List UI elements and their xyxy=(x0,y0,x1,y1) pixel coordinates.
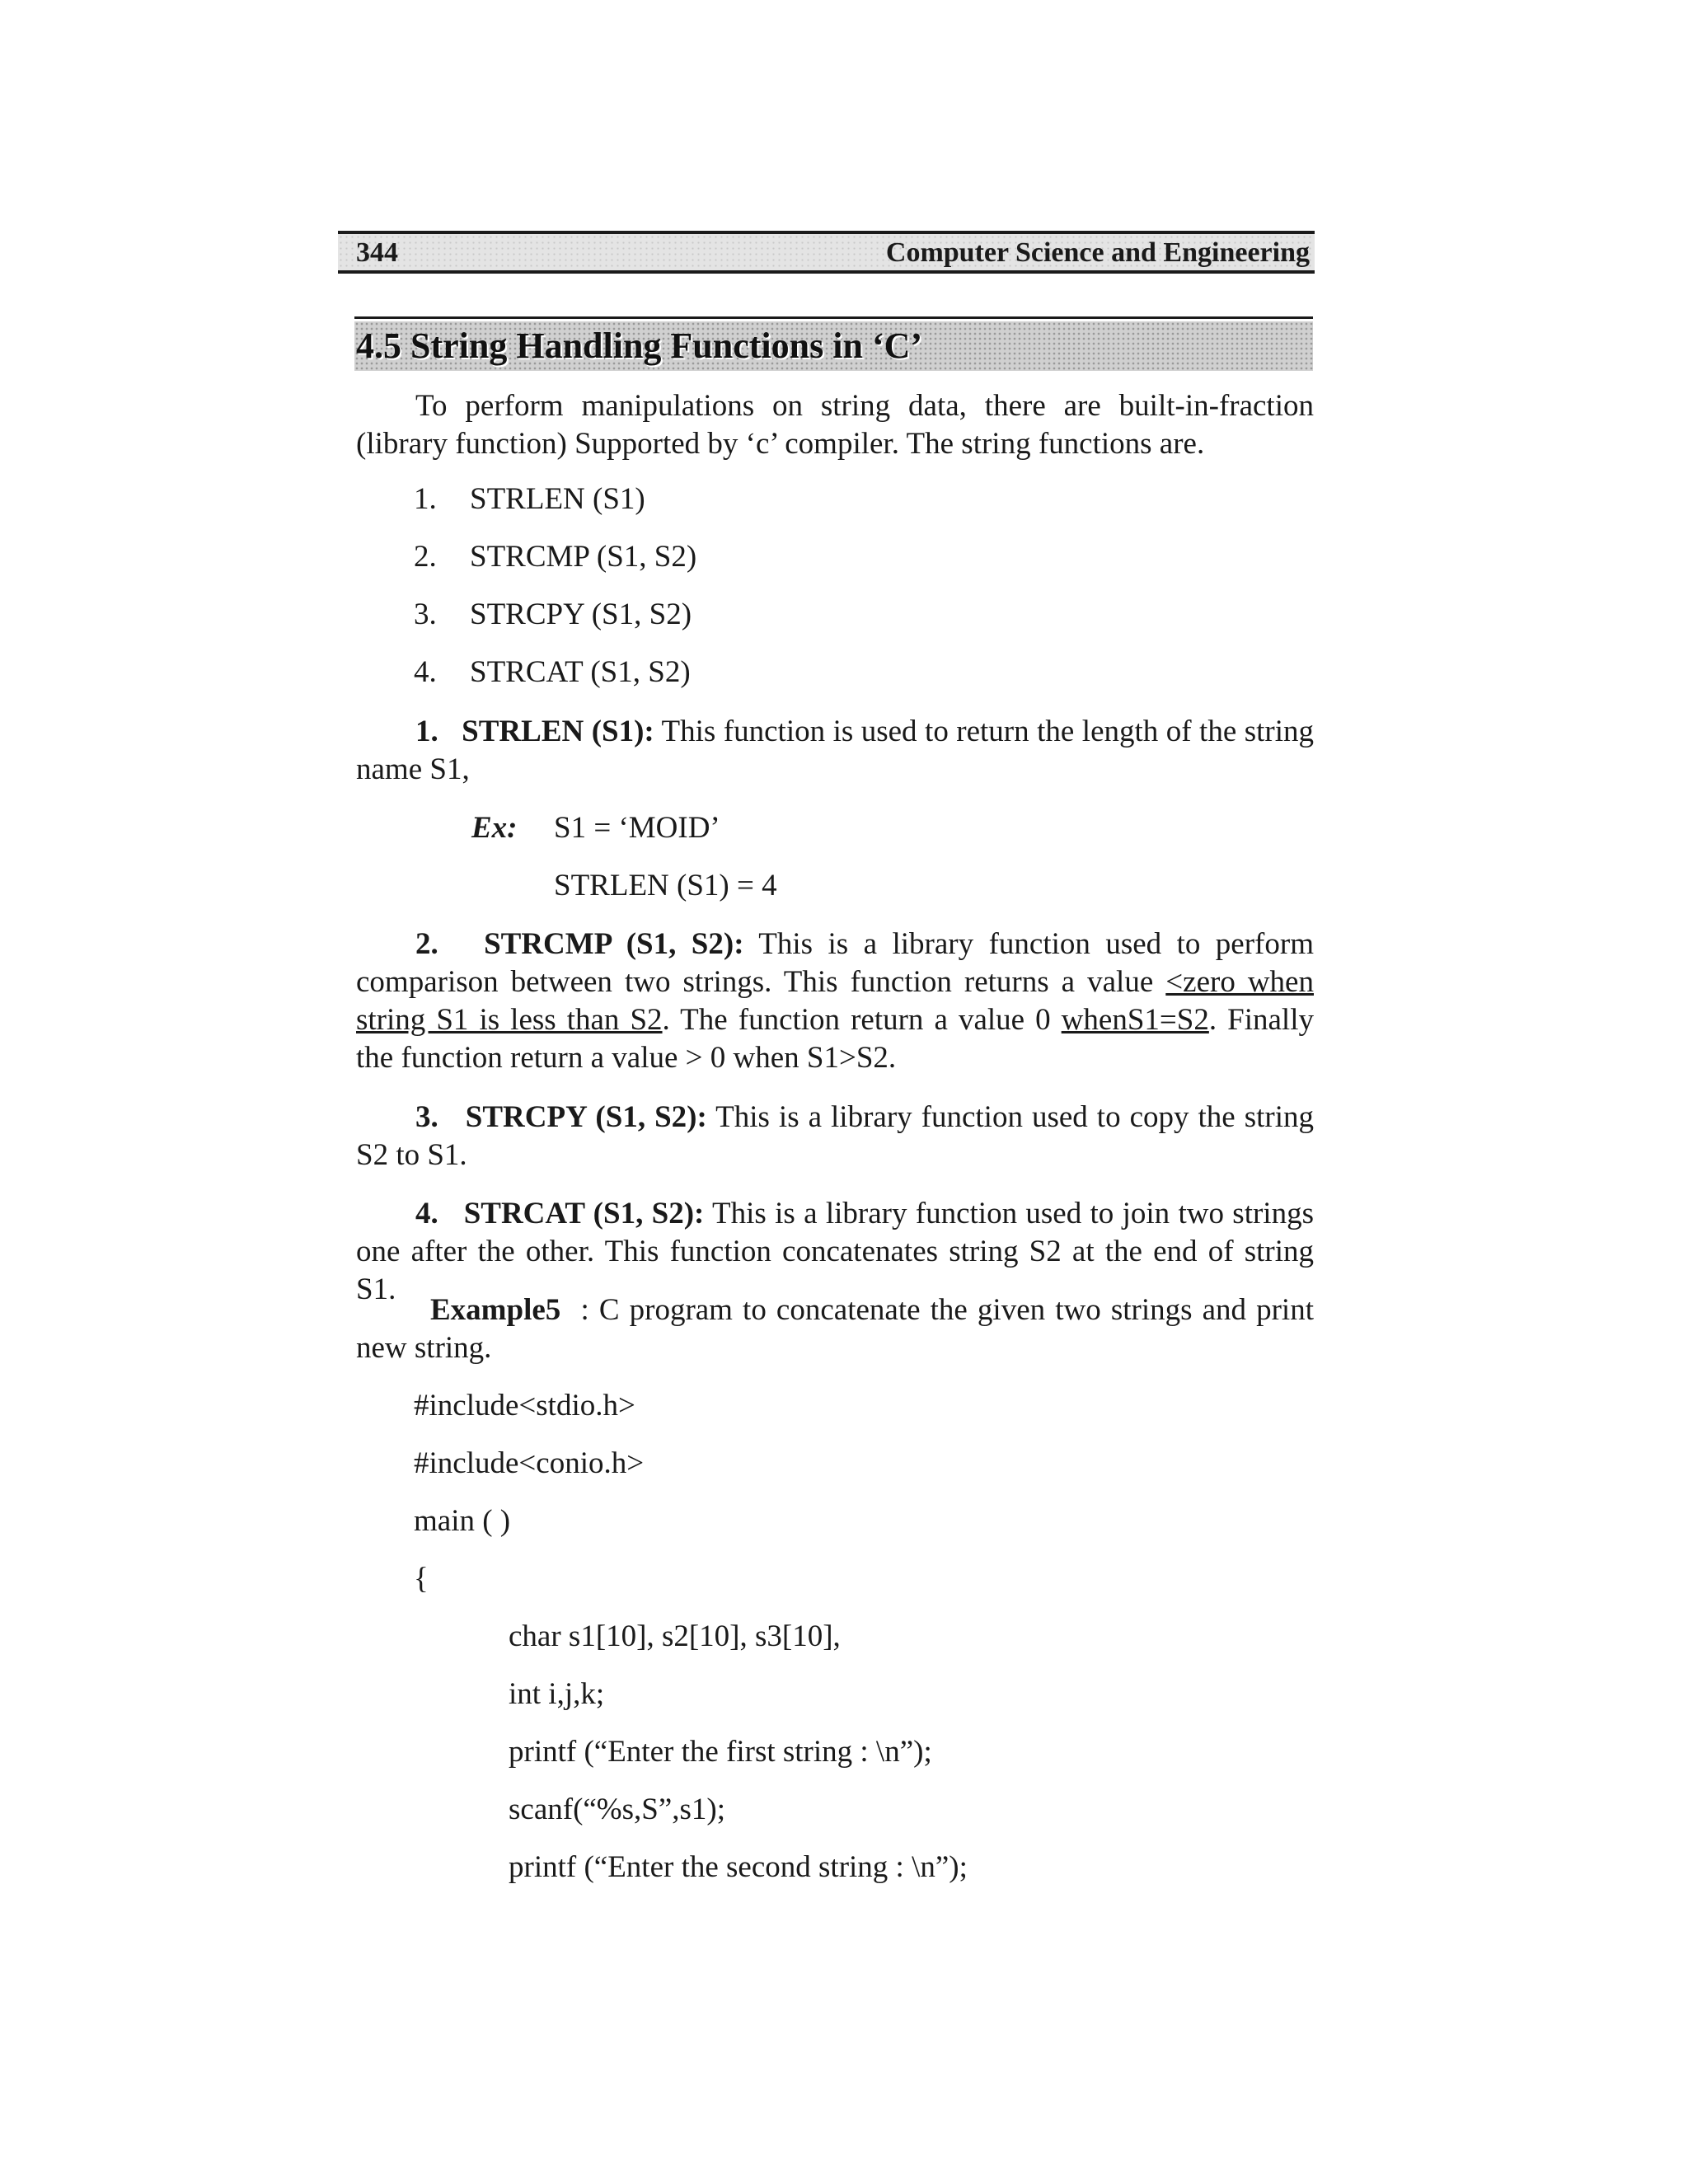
strlen-label: 1. STRLEN (S1): xyxy=(415,715,654,748)
example-intro: Example5 : C program to concatenate the given two strings and print new string. xyxy=(356,1293,1322,1365)
code-line: main ( ) xyxy=(414,1504,511,1538)
strcpy-label: 3. STRCPY (S1, S2): xyxy=(415,1100,707,1134)
code-line: char s1[10], s2[10], s3[10], xyxy=(509,1619,841,1653)
section-heading-bar xyxy=(354,321,1313,371)
example-line-2: STRLEN (S1) = 4 xyxy=(554,869,777,902)
list-item: 3. STRCPY (S1, S2) xyxy=(414,598,692,631)
example-label: Ex: xyxy=(471,811,518,845)
code-line: #include<stdio.h> xyxy=(414,1389,635,1422)
code-line: #include<conio.h> xyxy=(414,1446,645,1480)
code-line: printf (“Enter the first string : \n”); xyxy=(509,1735,932,1769)
example-line-1: S1 = ‘MOID’ xyxy=(554,811,720,845)
running-header xyxy=(338,231,1315,274)
running-title: Computer Science and Engineering xyxy=(885,237,1310,268)
code-line: printf (“Enter the second string : \n”); xyxy=(509,1850,968,1884)
example-heading: Example5 xyxy=(430,1293,561,1327)
list-item: 2. STRCMP (S1, S2) xyxy=(414,540,697,574)
section-heading: 4.5 String Handling Functions in ‘C’ xyxy=(356,326,923,366)
intro-paragraph: To perform manipulations on string data, there are built-in-fraction (library function) Supported by ‘c’ compiler. The string functions are. xyxy=(356,389,1314,461)
page-number: 344 xyxy=(356,237,398,268)
code-line: int i,j,k; xyxy=(509,1677,605,1711)
code-line: { xyxy=(414,1562,429,1596)
list-item: 1. STRLEN (S1) xyxy=(414,482,645,516)
strcmp-description: 2. STRCMP (S1, S2): This is a library function used to perform comparison between two strings. This function returns a value <zero when string S1 is less than S2. The function return a value 0 whenS1=S2. Finally the function return a value > 0 when S1>S2. xyxy=(356,927,1314,1075)
strcat-label: 4. STRCAT (S1, S2): xyxy=(415,1197,705,1230)
strcat-description: 4. STRCAT (S1, S2): This is a library function used to join two strings one after the other. This function concatenates string S2 at the end of string S1. xyxy=(356,1197,1314,1306)
list-item: 4. STRCAT (S1, S2) xyxy=(414,655,691,689)
code-line: scanf(“%s,S”,s1); xyxy=(509,1793,726,1826)
strlen-description: 1. STRLEN (S1): This function is used to return the length of the string name S1, xyxy=(356,715,1314,786)
section-rule xyxy=(354,316,1313,319)
strcmp-label: 2. STRCMP (S1, S2): xyxy=(415,927,744,961)
strcpy-description: 3. STRCPY (S1, S2): This is a library function used to copy the string S2 to S1. xyxy=(356,1100,1314,1172)
